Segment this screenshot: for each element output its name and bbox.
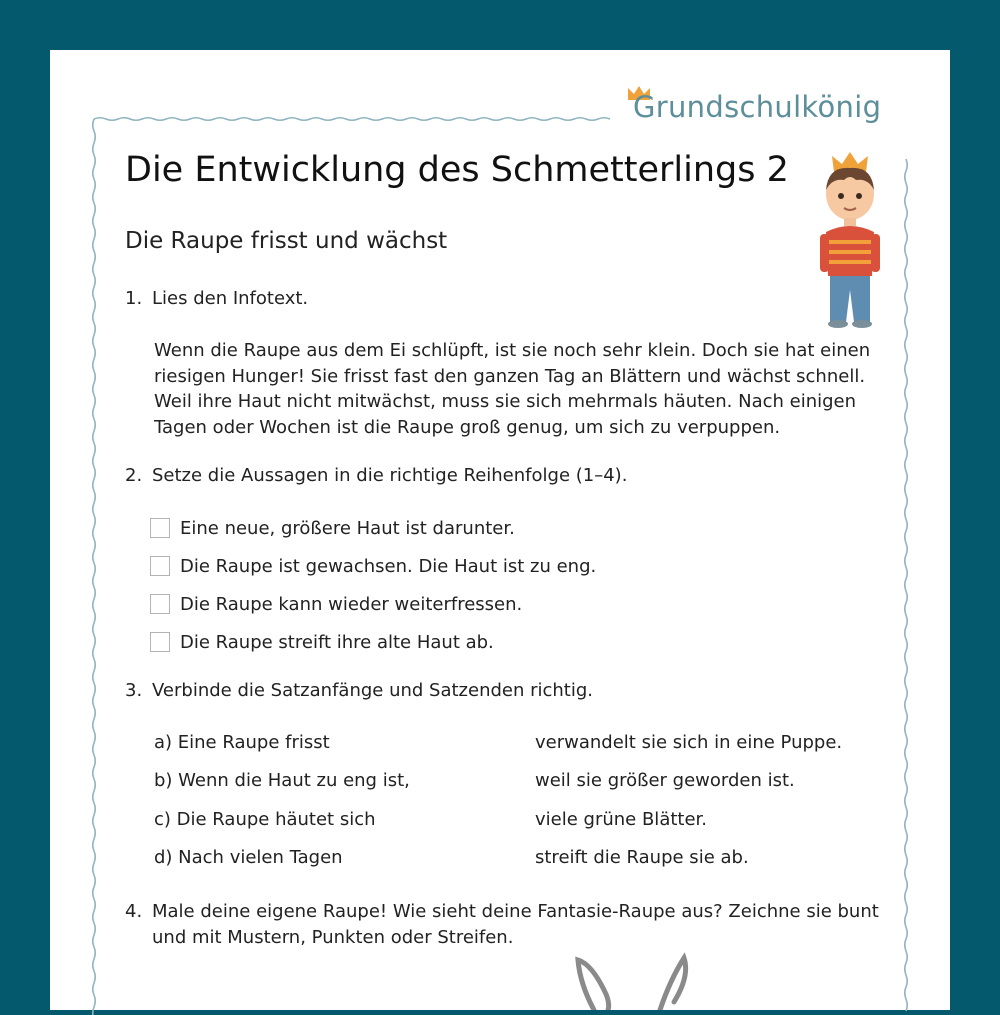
sentence-end-2: weil sie größer geworden ist. (535, 770, 795, 791)
order-item-4 (150, 630, 494, 654)
info-text (154, 338, 871, 440)
order-item-text: Die Raupe ist gewachsen. Die Haut ist zu eng. (180, 555, 597, 577)
order-item-text: Eine neue, größere Haut ist darunter. (180, 517, 515, 539)
task-3-instruction: 3. Verbinde die Satzanfänge und Satzenden richtig. (125, 680, 594, 701)
order-checkbox[interactable] (150, 518, 170, 538)
task-1-instruction: 1. Lies den Infotext. (125, 288, 309, 309)
order-item-text: Die Raupe kann wieder weiterfressen. (180, 593, 523, 615)
sentence-end-3: viele grüne Blätter. (535, 809, 708, 830)
order-checkbox[interactable] (150, 556, 170, 576)
order-item-1 (150, 516, 515, 540)
order-item-text: Die Raupe streift ihre alte Haut ab. (180, 631, 494, 653)
info-text-line: Weil ihre Haut nicht mitwächst, muss sie sich mehrmals häuten. Nach einigen (154, 391, 857, 412)
brand-logo: Grundschulkönig (633, 90, 882, 124)
sentence-start-d: d) Nach vielen Tagen (154, 847, 343, 868)
sentence-end-4: streift die Raupe sie ab. (535, 847, 749, 868)
order-checkbox[interactable] (150, 632, 170, 652)
worksheet-page (50, 50, 950, 1010)
page-subtitle: Die Raupe frisst und wächst (125, 228, 448, 254)
page-title: Die Entwicklung des Schmetterlings 2 (125, 150, 789, 190)
info-text-line: Wenn die Raupe aus dem Ei schlüpft, ist sie noch sehr klein. Doch sie hat einen (154, 340, 871, 361)
task-2-instruction: 2. Setze die Aussagen in die richtige Reihenfolge (1–4). (125, 465, 628, 486)
bunny-ears-illustration (572, 950, 692, 1010)
order-checkbox[interactable] (150, 594, 170, 614)
order-item-3 (150, 592, 522, 616)
info-text-line: riesigen Hunger! Sie frisst fast den ganzen Tag an Blättern und wächst schnell. (154, 365, 866, 387)
order-item-2 (150, 554, 596, 578)
info-text-line: Tagen oder Wochen ist die Raupe groß genug, um sich zu verpuppen. (154, 416, 781, 438)
sentence-start-b: b) Wenn die Haut zu eng ist, (154, 770, 410, 791)
sentence-start-c: c) Die Raupe häutet sich (154, 809, 376, 830)
sentence-end-1: verwandelt sie sich in eine Puppe. (535, 732, 843, 753)
task-4-instruction: 4. Male deine eigene Raupe! Wie sieht deine Fantasie-Raupe aus? Zeichne sie bunt und mit Mustern, Punkten oder Streifen. (125, 901, 879, 948)
sentence-start-a: a) Eine Raupe frisst (154, 732, 330, 753)
boy-with-crown-illustration (810, 150, 890, 330)
